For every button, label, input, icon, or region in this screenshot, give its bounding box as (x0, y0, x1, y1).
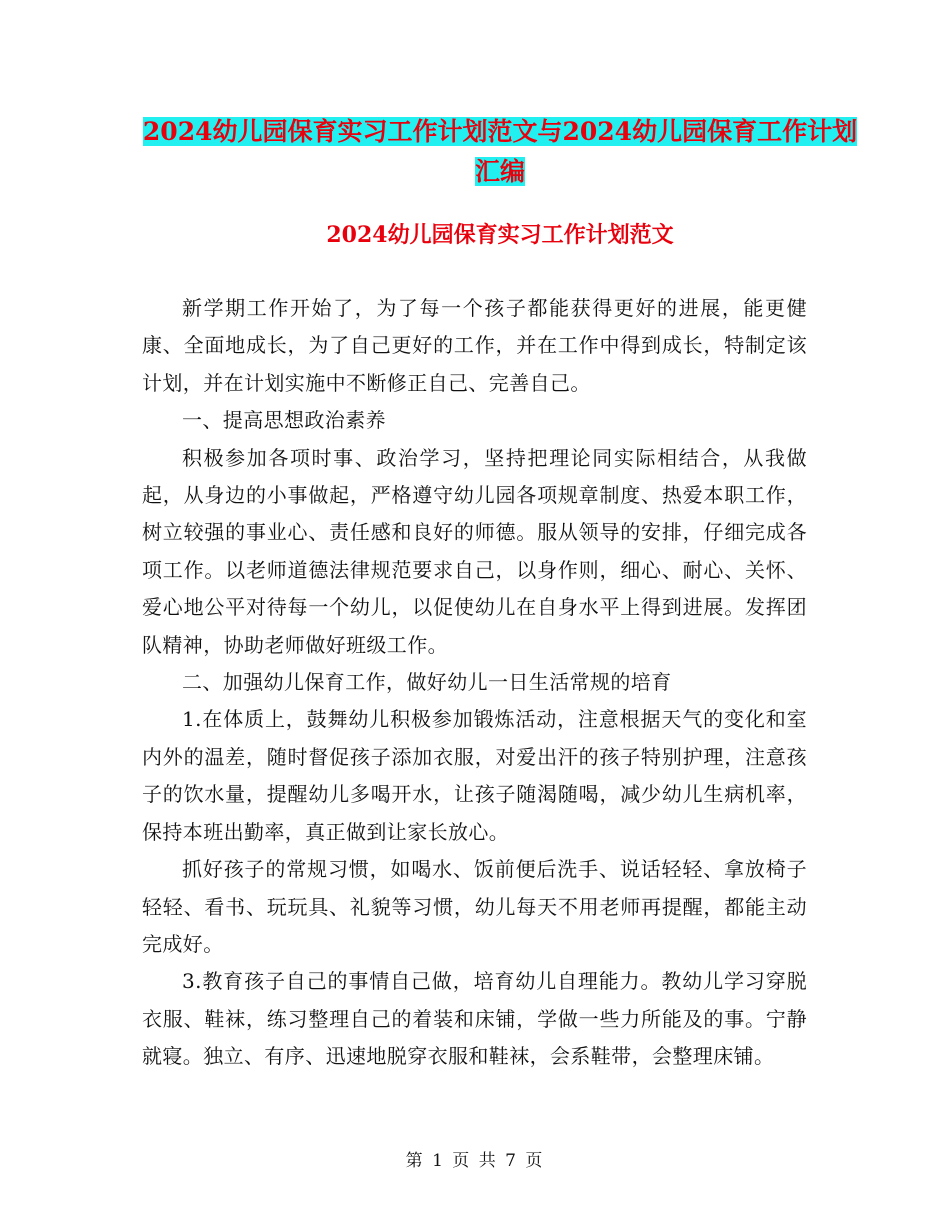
document-title (140, 112, 860, 192)
heading-politics: 一、提高思想政治素养 (182, 408, 386, 433)
politics-paragraph: 积极参加各项时事、政治学习，坚持把理论同实际相结合，从我做起，从身边的小事做起，严格遵守幼儿园各项规章制度、热爱本职工作，树立较强的事业心、责任感和良好的师德。服从领导的安排，仔细完成各项工作。以老师道德法律规范要求自己，以身作则，细心、耐心、关怀、爱心地公平对待每一个幼儿，以促使幼儿在自身水平上得到进展。发挥团队精神，协助老师做好班级工作。 (142, 445, 807, 657)
page-footer: 第 1 页 共 7 页 (405, 1151, 545, 1171)
document-body (142, 290, 807, 1076)
care-item-3: 3.教育孩子自己的事情自己做，培育幼儿自理能力。教幼儿学习穿脱衣服、鞋袜，练习整理自己的着装和床铺，学做一些力所能及的事。宁静就寝。独立、有序、迅速地脱穿衣服和鞋袜，会系鞋带，会整理床铺。 (142, 969, 807, 1069)
section-title: 2024幼儿园保育实习工作计划范文 (326, 222, 674, 248)
document-title-text: 2024幼儿园保育实习工作计划范文与2024幼儿园保育工作计划汇编 (142, 117, 858, 186)
heading-care: 二、加强幼儿保育工作，做好幼儿一日生活常规的培育 (182, 670, 672, 695)
care-item-2: 抓好孩子的常规习惯，如喝水、饭前便后洗手、说话轻轻、拿放椅子轻轻、看书、玩玩具、礼貌等习惯，幼儿每天不用老师再提醒，都能主动完成好。 (142, 857, 807, 956)
care-item-1: 1.在体质上，鼓舞幼儿积极参加锻炼活动，注意根据天气的变化和室内外的温差，随时督促孩子添加衣服，对爱出汗的孩子特别护理，注意孩子的饮水量，提醒幼儿多喝开水，让孩子随渴随喝，减少幼儿生病机率，保持本班出勤率，真正做到让家长放心。 (142, 707, 807, 844)
intro-paragraph: 新学期工作开始了，为了每一个孩子都能获得更好的进展，能更健康、全面地成长，为了自己更好的工作，并在工作中得到成长，特制定该计划，并在计划实施中不断修正自己、完善自己。 (142, 296, 807, 395)
